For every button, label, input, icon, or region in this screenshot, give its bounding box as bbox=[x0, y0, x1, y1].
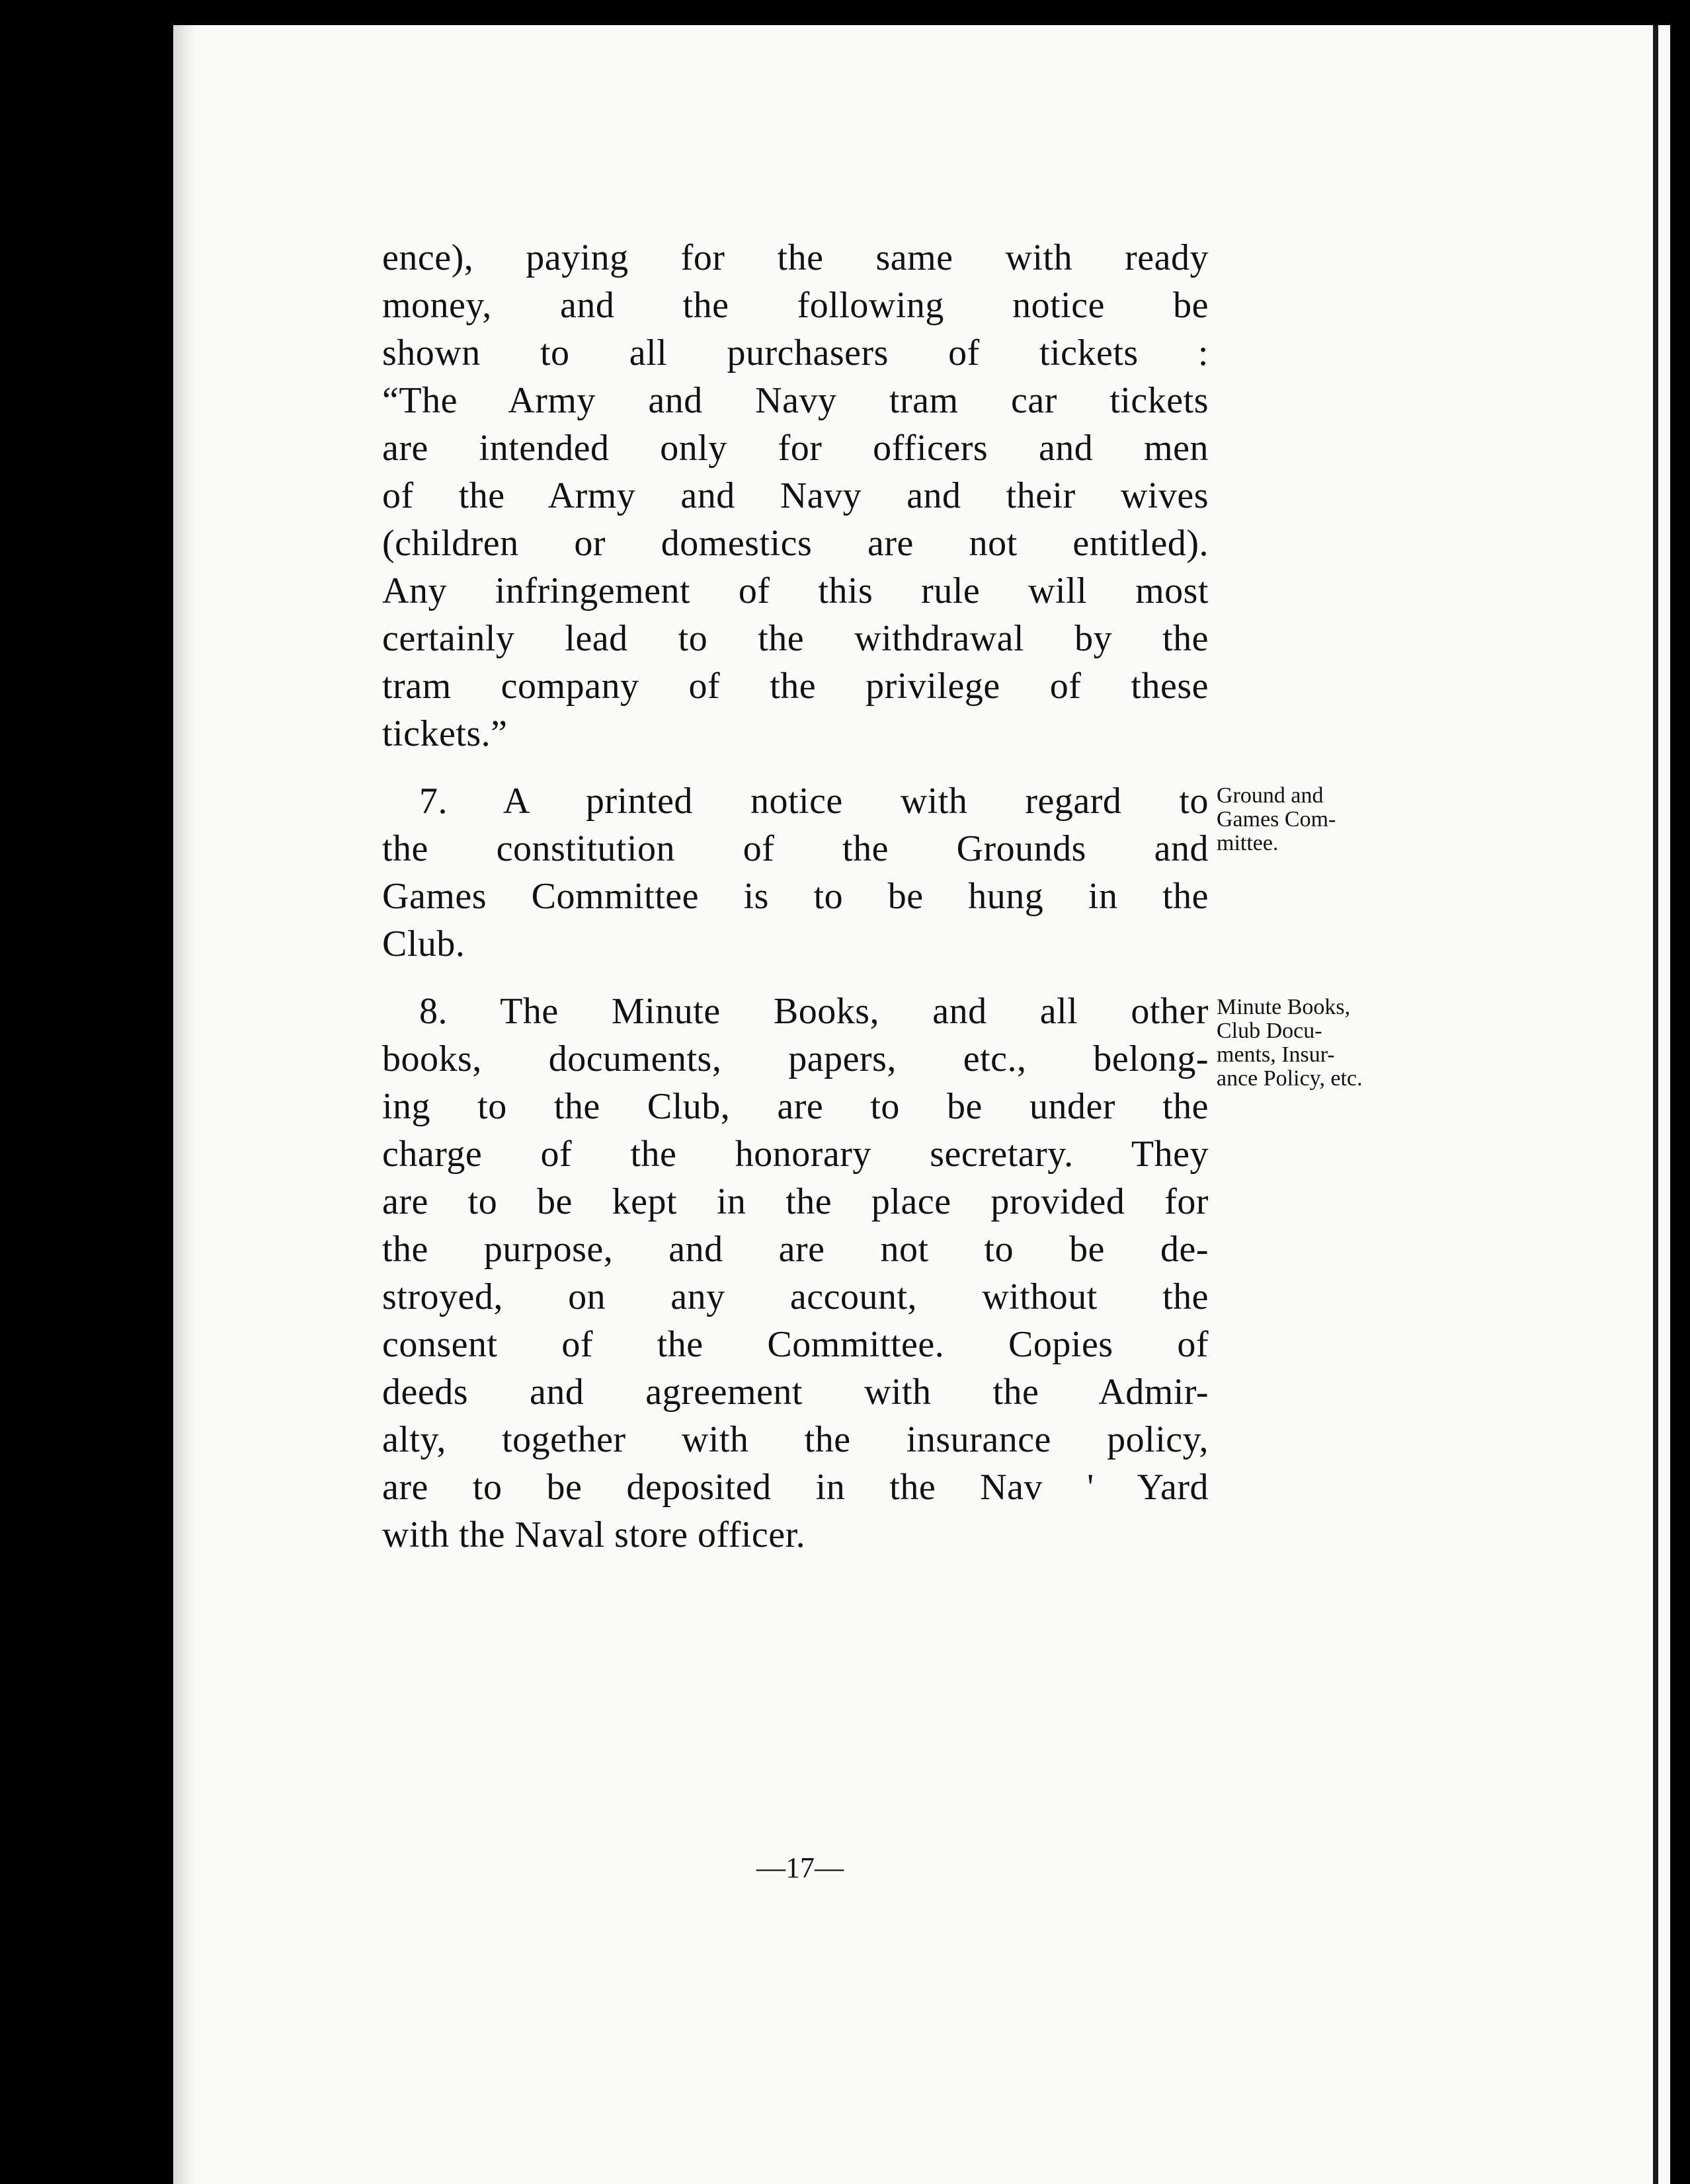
text-line: ing to the Club, are to be under the bbox=[382, 1086, 1209, 1127]
text-line: 7. A printed notice with regard to bbox=[419, 781, 1209, 822]
side-note-line: Minute Books, bbox=[1217, 995, 1351, 1019]
text-line: the constitution of the Grounds and bbox=[382, 828, 1209, 869]
text-line: tram company of the privilege of these bbox=[382, 666, 1209, 707]
text-line: Club. bbox=[382, 923, 465, 964]
text-line: Any infringement of this rule will most bbox=[382, 570, 1209, 611]
text-line: with the Naval store officer. bbox=[382, 1514, 806, 1555]
page-edge bbox=[1653, 25, 1658, 2184]
side-note-line: Ground and bbox=[1217, 783, 1324, 808]
text-line: deeds and agreement with the Admir- bbox=[382, 1372, 1209, 1413]
text-line: certainly lead to the withdrawal by the bbox=[382, 618, 1209, 659]
text-line: consent of the Committee. Copies of bbox=[382, 1324, 1209, 1365]
side-note-line: ments, Insur- bbox=[1217, 1042, 1335, 1067]
text-line: are intended only for officers and men bbox=[382, 428, 1209, 469]
side-note-line: mittee. bbox=[1217, 831, 1279, 855]
text-line: are to be deposited in the Nav ' Yard bbox=[382, 1467, 1209, 1508]
side-note-line: Games Com- bbox=[1217, 807, 1336, 832]
text-line: 8. The Minute Books, and all other bbox=[419, 991, 1209, 1032]
text-line: are to be kept in the place provided for bbox=[382, 1181, 1209, 1222]
text-line: Games Committee is to be hung in the bbox=[382, 876, 1209, 917]
gutter-shadow bbox=[173, 25, 196, 2184]
text-line: stroyed, on any account, without the bbox=[382, 1276, 1209, 1317]
text-line: of the Army and Navy and their wives bbox=[382, 475, 1209, 516]
text-line: ence), paying for the same with ready bbox=[382, 237, 1209, 278]
text-line: charge of the honorary secretary. They bbox=[382, 1134, 1209, 1175]
text-line: money, and the following notice be bbox=[382, 285, 1209, 326]
text-line: (children or domestics are not entitled). bbox=[382, 523, 1209, 564]
text-line: “The Army and Navy tram car tickets bbox=[382, 380, 1209, 421]
text-line: shown to all purchasers of tickets : bbox=[382, 332, 1209, 373]
page-number: —17— bbox=[756, 1852, 844, 1884]
text-line: alty, together with the insurance policy, bbox=[382, 1419, 1209, 1460]
side-note-line: Club Docu- bbox=[1217, 1019, 1322, 1043]
side-note-line: ance Policy, etc. bbox=[1217, 1066, 1363, 1091]
text-line: the purpose, and are not to be de- bbox=[382, 1229, 1209, 1270]
text-line: books, documents, papers, etc., belong- bbox=[382, 1038, 1209, 1079]
text-line: tickets.” bbox=[382, 713, 508, 754]
